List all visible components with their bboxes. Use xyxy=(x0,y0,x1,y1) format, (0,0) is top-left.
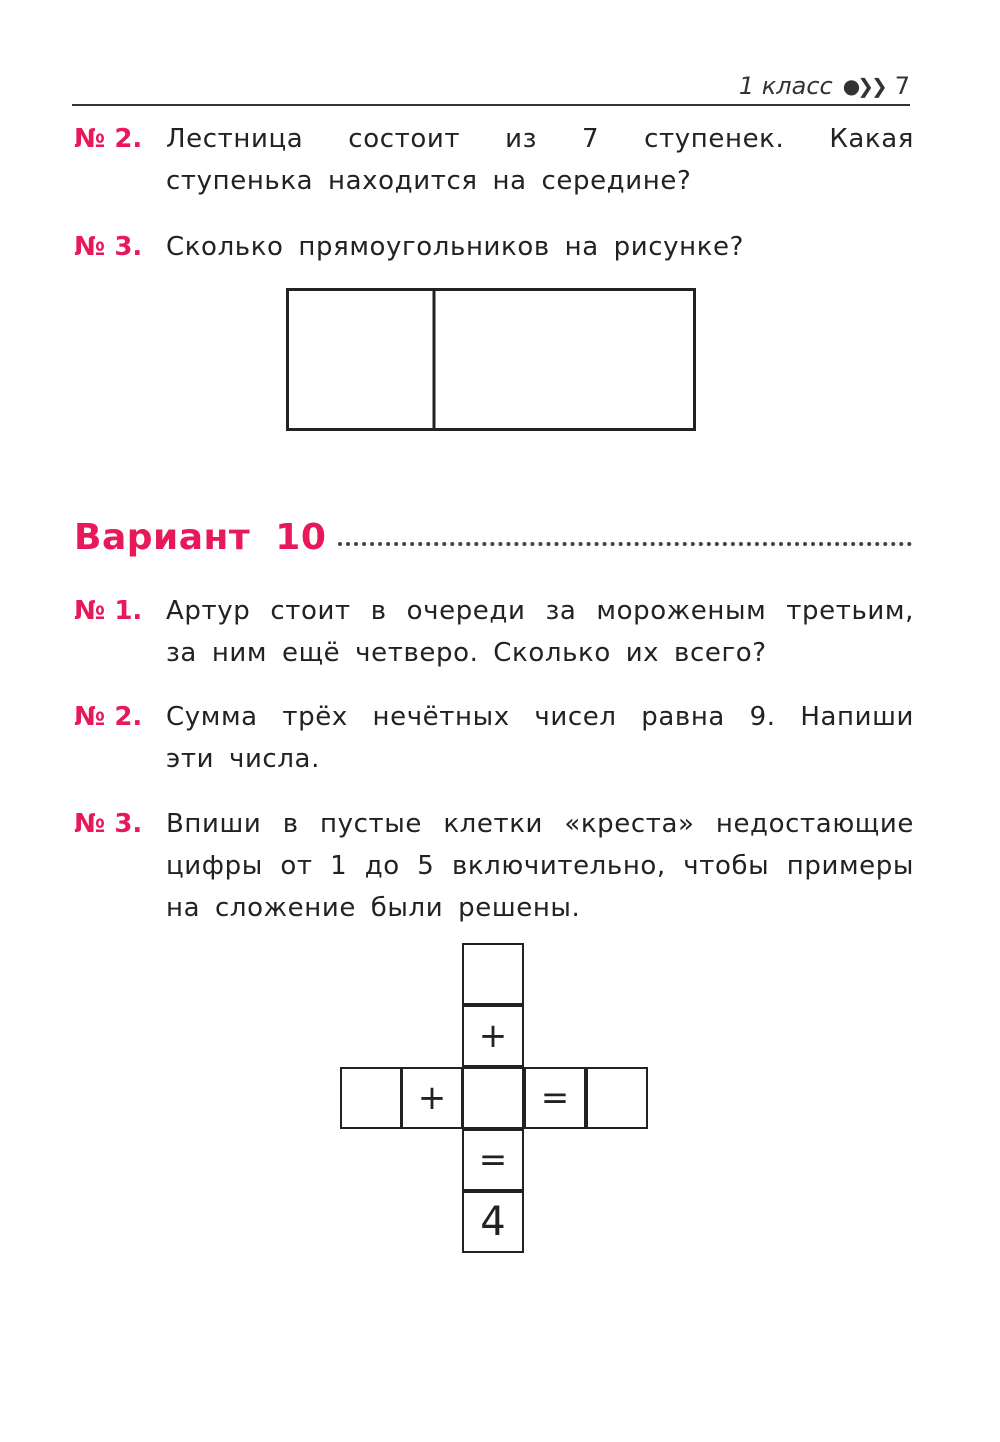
task-number: № 2. xyxy=(74,702,143,732)
variant-task-1 xyxy=(74,590,914,674)
cross-cell-left[interactable] xyxy=(340,1067,402,1129)
task-3-top xyxy=(74,226,914,268)
task-text: Впиши в пустые клетки «креста» недостающие цифры от 1 до 5 включительно, чтобы примеры на сложение были решены. xyxy=(166,809,914,923)
task-text: Лестница состоит из 7 ступенек. Какая ступенька находится на середине? xyxy=(166,124,914,196)
dotted-leader xyxy=(338,542,912,546)
task-text: Артур стоит в очереди за мороженым третьим, за ним ещё четверо. Сколько их всего? xyxy=(166,596,914,668)
page-number: 7 xyxy=(894,72,910,100)
grade-label: 1 класс xyxy=(738,72,833,100)
page-header xyxy=(72,70,910,106)
cross-cell-equals-right xyxy=(524,1067,586,1129)
task-number: № 2. xyxy=(74,124,143,154)
cross-cell-plus-left xyxy=(401,1067,463,1129)
cross-cell-equals-bottom xyxy=(462,1129,524,1191)
task-number: № 3. xyxy=(74,809,143,839)
task-text: Сколько прямоугольников на рисунке? xyxy=(166,232,745,262)
task-text: Сумма трёх нечётных чисел равна 9. Напиши эти числа. xyxy=(166,702,914,774)
cross-cell-result-bottom xyxy=(462,1191,524,1253)
cross-cell-top[interactable] xyxy=(462,943,524,1005)
result-digit: 4 xyxy=(480,1199,506,1245)
outer-rectangle xyxy=(288,290,695,430)
arrow-separator-icon: ●❯❯ xyxy=(842,74,885,98)
plus-sign: + xyxy=(478,1016,508,1056)
variant-title: Вариант 10 xyxy=(74,516,327,558)
variant-task-3 xyxy=(74,803,914,929)
task-number: № 3. xyxy=(74,232,143,262)
cross-cell-plus-top xyxy=(462,1005,524,1067)
task-2-top xyxy=(74,118,914,202)
variant-heading xyxy=(74,512,912,562)
variant-task-2 xyxy=(74,696,914,780)
cross-cell-right[interactable] xyxy=(586,1067,648,1129)
header-info xyxy=(739,72,910,100)
cross-cell-center[interactable] xyxy=(462,1067,524,1129)
plus-sign: + xyxy=(417,1078,447,1118)
equals-sign: = xyxy=(540,1078,570,1118)
equals-sign: = xyxy=(478,1140,508,1180)
task-number: № 1. xyxy=(74,596,143,626)
rectangles-figure xyxy=(286,288,696,431)
